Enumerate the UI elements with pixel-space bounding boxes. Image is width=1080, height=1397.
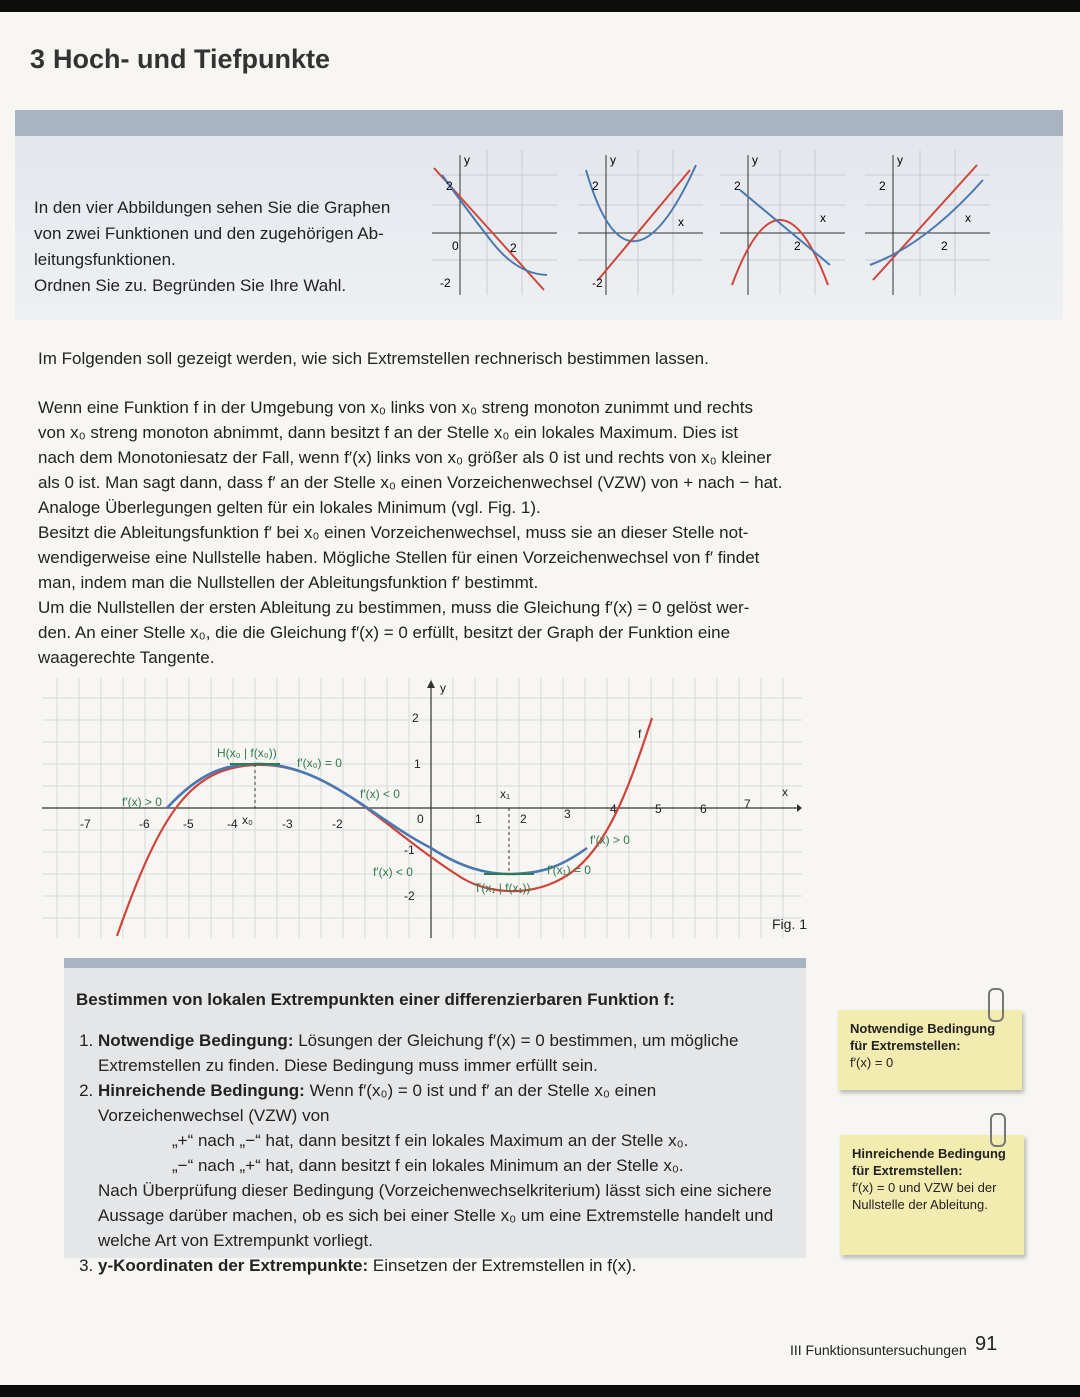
- figure-1: [42, 678, 802, 948]
- figure-caption: Fig. 1: [772, 916, 808, 932]
- paragraph-intro: Im Folgenden soll gezeigt werden, wie sich Extremstellen rechnerisch bestimmen lassen.: [38, 349, 709, 368]
- function-f-curve: [117, 718, 652, 936]
- tick-label: 6: [700, 802, 707, 816]
- mini-graph-2: [578, 150, 703, 295]
- note-body: f′(x) = 0 und VZW bei der Nullstelle der Ableitung.: [852, 1180, 997, 1212]
- fprime-x0-label: f′(x₀) = 0: [297, 756, 342, 770]
- mini-y-label: y: [897, 153, 903, 167]
- chapter-footer: III Funktionsuntersuchungen: [790, 1342, 967, 1358]
- paperclip-icon: [990, 1113, 1006, 1147]
- y-axis-arrow: [427, 680, 435, 688]
- rule-item-2-sub2: „−“ nach „+“ hat, dann besitzt f ein lokales Minimum an der Stelle x₀.: [172, 1156, 684, 1175]
- mini-two-x-label: 2: [941, 239, 948, 253]
- tick-label: -1: [404, 843, 415, 857]
- top-border: [0, 0, 1080, 12]
- paragraph-line: waagerechte Tangente.: [38, 648, 215, 667]
- tick-label: 2: [412, 711, 419, 725]
- mini-two-label: 2: [879, 179, 886, 193]
- tick-label: -3: [282, 817, 293, 831]
- section-number: 3: [30, 44, 46, 74]
- x1-label: x₁: [500, 787, 511, 801]
- mini-y-label: y: [752, 153, 758, 167]
- fprime-x1-label: f′(x₁) = 0: [547, 863, 591, 877]
- intro-task: [34, 195, 414, 299]
- paragraph-line: den. An einer Stelle x₀, die die Gleichung f′(x) = 0 erfüllt, besitzt der Graph der Funktion eine: [38, 623, 731, 642]
- rule-item-3-text: Einsetzen der Extremstellen in f(x).: [368, 1256, 637, 1275]
- mini-x-label: x: [678, 215, 684, 229]
- max-point-label: H(x₀ | f(x₀)): [217, 746, 277, 760]
- tick-label: 2: [520, 812, 527, 826]
- intro-line: leitungsfunktionen.: [34, 250, 176, 269]
- tick-label: 3: [564, 807, 571, 821]
- tick-label: -4: [227, 817, 238, 831]
- rule-item-2-sub1: „+“ nach „−“ hat, dann besitzt f ein lokales Maximum an der Stelle x₀.: [172, 1131, 689, 1150]
- rule-box: [64, 958, 806, 1275]
- paragraph-line: von x₀ streng monoton abnimmt, dann besitzt f an der Stelle x₀ ein lokales Maximum. Dies ist: [38, 423, 739, 442]
- paragraph-line: als 0 ist. Man sagt dann, dass f′ an der Stelle x₀ einen Vorzeichenwechsel (VZW) von + nach − hat.: [38, 473, 783, 492]
- paragraph-line: nach dem Monotoniesatz der Fall, wenn f′(x) links von x₀ größer als 0 ist und rechts von x₀ kleiner: [38, 448, 772, 467]
- paragraph-line: Um die Nullstellen der ersten Ableitung zu bestimmen, muss die Gleichung f′(x) = 0 gelöst wer-: [38, 598, 750, 617]
- sticky-note-necessary: [838, 1010, 1022, 1090]
- tick-label: 1: [414, 757, 421, 771]
- rule-list: [76, 1028, 798, 1278]
- note-body: f′(x) = 0: [850, 1055, 894, 1070]
- note-title: Notwendige Bedingung für Extremstellen:: [850, 1021, 996, 1053]
- page-number: 91: [975, 1333, 998, 1355]
- origin-label: 0: [417, 812, 424, 826]
- paperclip-icon: [988, 988, 1004, 1022]
- mini-two-label: 2: [446, 179, 453, 193]
- rule-item-1-text: Lösungen der Gleichung f′(x) = 0 bestimmen, um mögliche Extremstellen zu finden. Diese Bedingung muss immer erfüllt sein.: [98, 1031, 739, 1075]
- rule-item-1-head: Notwendige Bedingung:: [98, 1031, 294, 1050]
- fprime-neg-label-2: f′(x) < 0: [373, 865, 413, 879]
- mini-x-label: x: [820, 211, 826, 225]
- tick-label: -7: [80, 817, 91, 831]
- rule-item-1: [98, 1028, 798, 1078]
- tick-label: 1: [475, 812, 482, 826]
- rule-box-title: Bestimmen von lokalen Extrempunkten einer differenzierbaren Funktion f:: [76, 990, 675, 1009]
- y-axis-label: y: [440, 681, 446, 695]
- tick-label: -2: [332, 817, 343, 831]
- paragraph-line: Besitzt die Ableitungsfunktion f′ bei x₀ einen Vorzeichenwechsel, muss sie an dieser Stelle not-: [38, 523, 749, 542]
- mini-zero-label: 0: [452, 239, 459, 253]
- fprime-neg-label-1: f′(x) < 0: [360, 787, 400, 801]
- paragraph-line: Wenn eine Funktion f in der Umgebung von x₀ links von x₀ streng monoton zunimmt und rechts: [38, 398, 753, 417]
- rule-item-3: [98, 1253, 798, 1278]
- mini-two-x-label: 2: [510, 241, 517, 255]
- paragraph-line: Analoge Überlegungen gelten für ein lokales Minimum (vgl. Fig. 1).: [38, 498, 541, 517]
- mini-y-label: y: [610, 153, 616, 167]
- mini-graph-3: [720, 150, 845, 295]
- x-axis-arrow: [797, 804, 802, 812]
- rule-item-2-head: Hinreichende Bedingung:: [98, 1081, 305, 1100]
- mini-y-label: y: [464, 153, 470, 167]
- rule-item-3-head: y-Koordinaten der Extrempunkte:: [98, 1256, 369, 1275]
- mini-graph-4: [865, 150, 990, 295]
- tick-label: 4: [610, 802, 617, 816]
- x-axis-label: x: [782, 785, 788, 799]
- mini-two-x-label: 2: [794, 239, 801, 253]
- intro-line: von zwei Funktionen und den zugehörigen Ab-: [34, 224, 384, 243]
- mini-two-label: 2: [734, 179, 741, 193]
- mini-two-label: 2: [592, 179, 599, 193]
- rule-item-2-text: Wenn f′(x₀) = 0 ist und f′ an der Stelle x₀ einen Vorzeichenwechsel (VZW) von: [98, 1081, 657, 1125]
- mini-minus-two-label: -2: [440, 276, 451, 290]
- intro-line: In den vier Abbildungen sehen Sie die Graphen: [34, 198, 391, 217]
- bottom-border: [0, 1385, 1080, 1397]
- rule-item-2: [98, 1078, 798, 1253]
- note-title: Hinreichende Bedingung für Extremstellen:: [852, 1146, 1006, 1178]
- tick-label: -6: [139, 817, 150, 831]
- curve-label: f: [638, 727, 642, 741]
- section-heading: [30, 44, 330, 75]
- paragraph-line: wendigerweise eine Nullstelle haben. Mögliche Stellen für einen Vorzeichenwechsel von f′ findet: [38, 548, 760, 567]
- tick-label: -2: [404, 889, 415, 903]
- fprime-pos-right-label: f′(x) > 0: [590, 833, 630, 847]
- tick-label: 5: [655, 802, 662, 816]
- mini-graph-1: [432, 150, 557, 295]
- x0-label: x₀: [242, 813, 253, 827]
- sticky-note-sufficient: [840, 1135, 1024, 1255]
- section-title: Hoch- und Tiefpunkte: [53, 44, 331, 74]
- min-point-label: T(x₁ | f(x₁)): [474, 881, 531, 895]
- tick-label: 7: [744, 797, 751, 811]
- rule-item-2-after: Nach Überprüfung dieser Bedingung (Vorzeichenwechselkriterium) lässt sich eine sichere Aussage darüber machen, ob es sich bei einer Stelle x₀ um eine Extremstelle handelt und welche Art von Extrempunkt vorliegt.: [98, 1181, 774, 1250]
- intro-line: Ordnen Sie zu. Begründen Sie Ihre Wahl.: [34, 276, 347, 295]
- paragraph-line: man, indem man die Nullstellen der Ableitungsfunktion f′ bestimmt.: [38, 573, 539, 592]
- tick-label: -5: [183, 817, 194, 831]
- mini-x-label: x: [965, 211, 971, 225]
- mini-minus-two-label: -2: [592, 276, 603, 290]
- fprime-pos-left-label: f′(x) > 0: [122, 795, 162, 809]
- paragraph-theory: [38, 395, 798, 670]
